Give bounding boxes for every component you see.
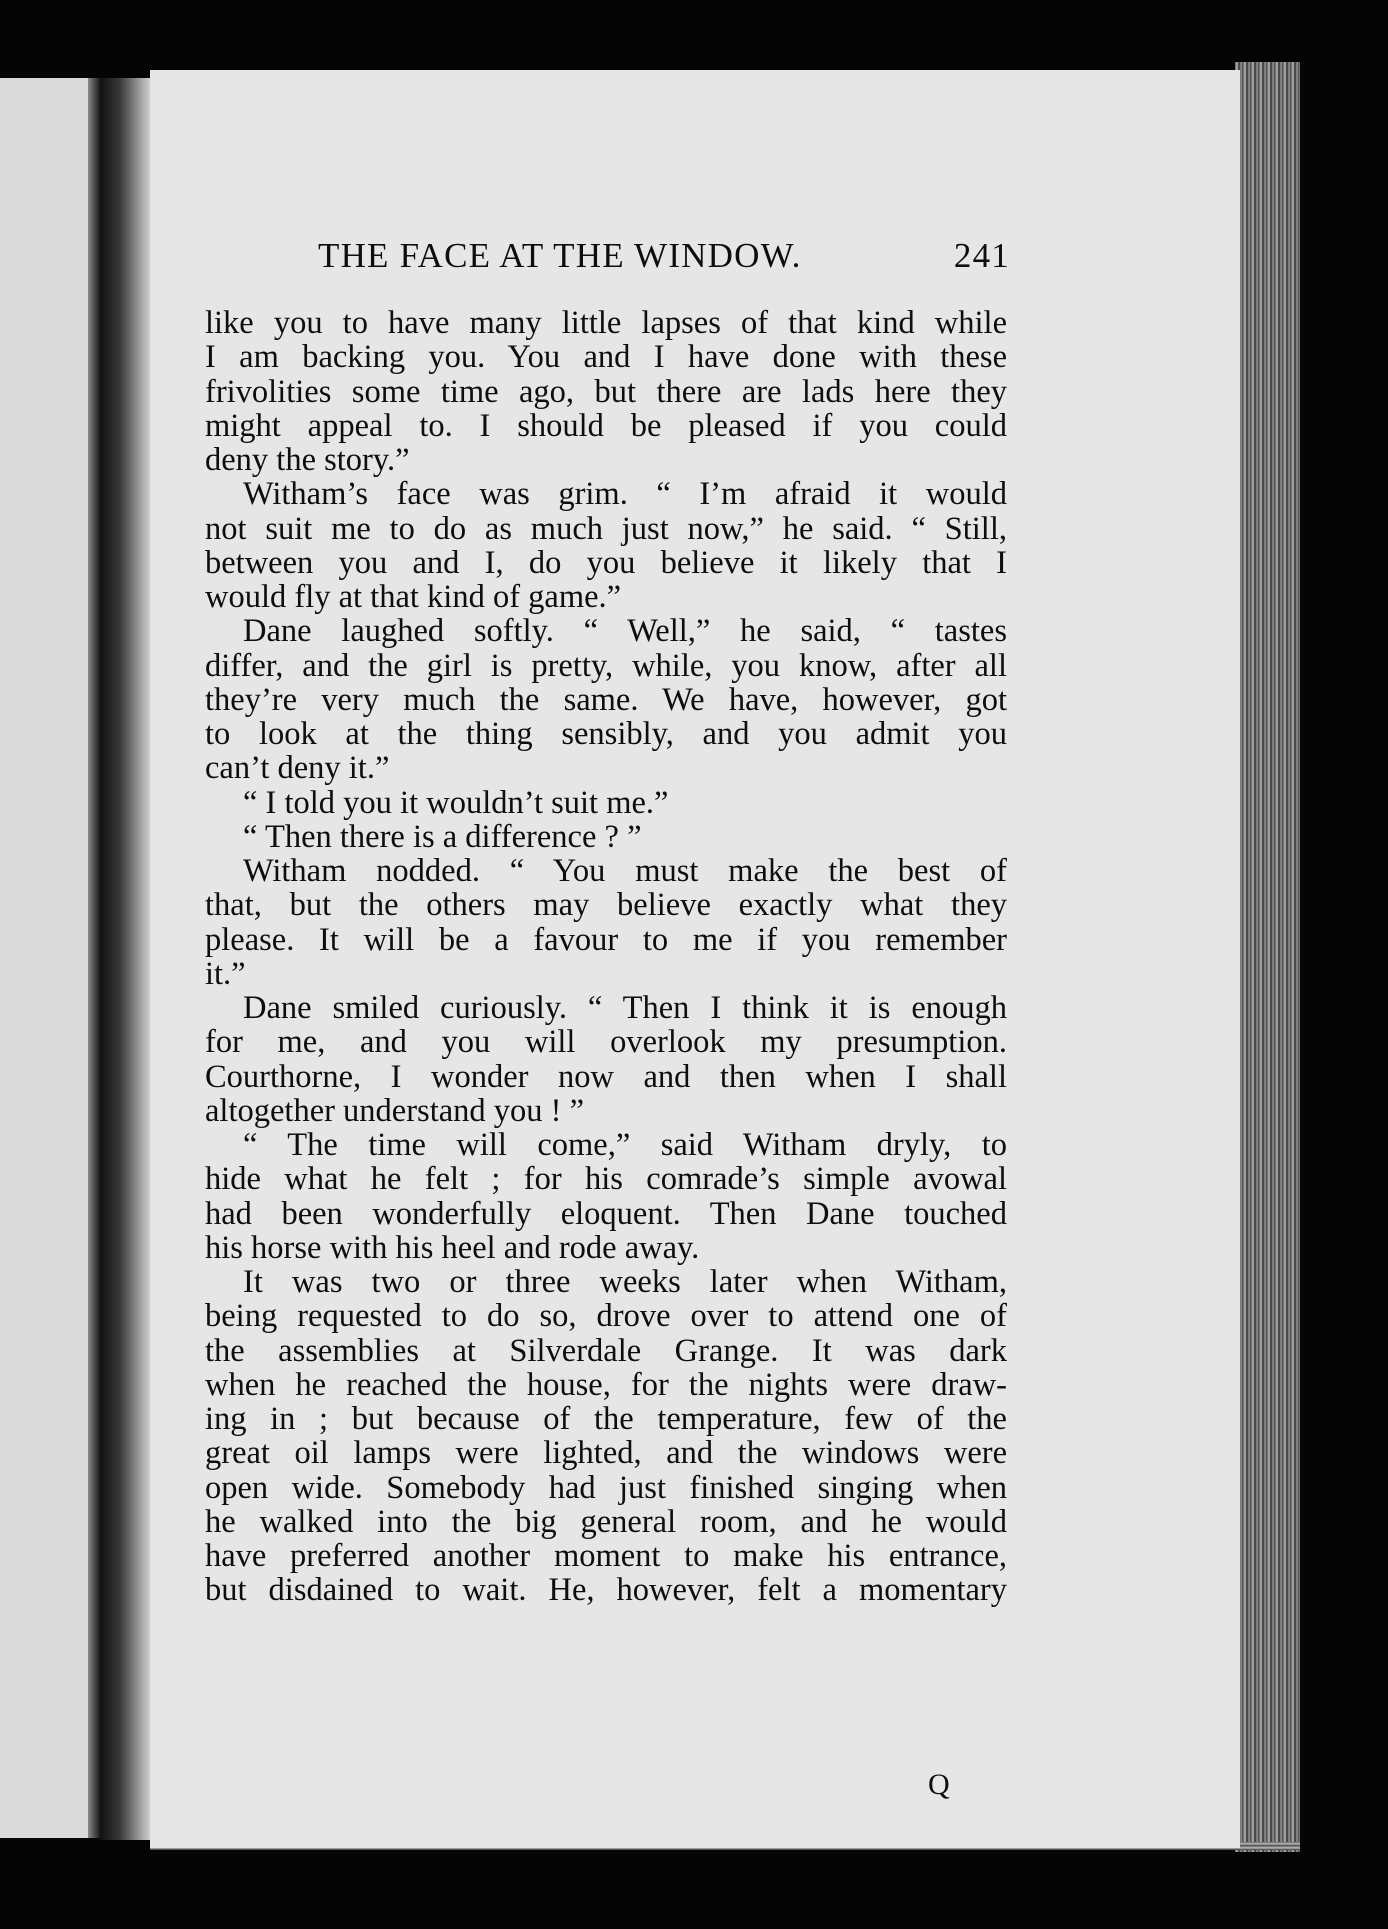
- text-line: can’t deny it.”: [205, 750, 390, 787]
- text-line: the assemblies at Silverdale Grange. It was dark: [205, 1332, 1007, 1369]
- text-line: would fly at that kind of game.”: [205, 579, 622, 615]
- text-line: that, but the others may believe exactly what they: [205, 887, 1007, 924]
- text-line: like you to have many little lapses of that kind while: [205, 305, 1007, 341]
- text-line: between you and I, do you believe it likely that I: [205, 544, 1007, 581]
- text-line: Witham nodded. “ You must make the best of: [243, 853, 1007, 889]
- left-page-edge: [0, 78, 100, 1838]
- text-line: hide what he felt ; for his comrade’s simple avowal: [205, 1161, 1007, 1198]
- text-line: Courthorne, I wonder now and then when I shall: [205, 1058, 1007, 1095]
- text-line: his horse with his heel and rode away.: [205, 1229, 700, 1266]
- text-line: “ The time will come,” said Witham dryly, to: [243, 1127, 1007, 1163]
- text-line: great oil lamps were lighted, and the windows were: [205, 1435, 1007, 1472]
- text-line: deny the story.”: [205, 442, 410, 478]
- text-line: might appeal to. I should be pleased if you could: [205, 407, 1007, 444]
- signature-mark: Q: [928, 1768, 950, 1801]
- book-gutter: [100, 78, 150, 1840]
- text-line: not suit me to do as much just now,” he said. “ Still,: [205, 510, 1007, 547]
- running-head: [318, 236, 1018, 286]
- text-line: being requested to do so, drove over to attend one of: [205, 1298, 1007, 1335]
- text-line: I am backing you. You and I have done with these: [205, 339, 1007, 376]
- text-line: Witham’s face was grim. “ I’m afraid it would: [243, 476, 1007, 513]
- running-title: THE FACE AT THE WINDOW.: [318, 236, 802, 275]
- text-line: “ I told you it wouldn’t suit me.”: [243, 784, 669, 821]
- text-line: It was two or three weeks later when Witham,: [243, 1264, 1007, 1300]
- text-line: to look at the thing sensibly, and you admit you: [205, 716, 1007, 752]
- text-line: for me, and you will overlook my presumption.: [205, 1024, 1007, 1061]
- page-stack-edge: [1235, 62, 1300, 1852]
- text-line: Dane smiled curiously. “ Then I think it is enough: [243, 990, 1007, 1026]
- page-number: 241: [953, 236, 1010, 275]
- text-line: ing in ; but because of the temperature, few of the: [205, 1401, 1007, 1437]
- text-line: have preferred another moment to make his entrance,: [205, 1538, 1007, 1574]
- text-line: Dane laughed softly. “ Well,” he said, “ tastes: [243, 613, 1007, 650]
- text-line: “ Then there is a difference ? ”: [243, 818, 642, 855]
- text-line: differ, and the girl is pretty, while, you know, after all: [205, 647, 1007, 684]
- text-line: altogether understand you ! ”: [205, 1092, 585, 1129]
- text-line: frivolities some time ago, but there are lads here they: [205, 373, 1007, 410]
- text-line: open wide. Somebody had just finished singing when: [205, 1469, 1007, 1506]
- text-line: he walked into the big general room, and he would: [205, 1503, 1007, 1540]
- text-line: but disdained to wait. He, however, felt a momentary: [205, 1572, 1007, 1609]
- body-text: [205, 306, 1007, 1608]
- text-line: they’re very much the same. We have, however, got: [205, 681, 1007, 718]
- text-line: please. It will be a favour to me if you remember: [205, 921, 1007, 958]
- text-line: it.”: [205, 955, 246, 992]
- text-line: when he reached the house, for the nights were draw-: [205, 1366, 1007, 1403]
- text-line: had been wonderfully eloquent. Then Dane touched: [205, 1195, 1007, 1232]
